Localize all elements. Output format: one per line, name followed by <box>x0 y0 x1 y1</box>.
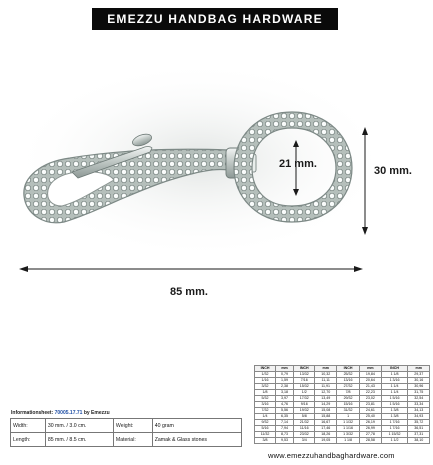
conversion-cell: 1/8 <box>255 390 276 396</box>
conversion-cell: 15,88 <box>315 414 336 420</box>
conversion-cell: 23/32 <box>294 432 315 438</box>
conversion-cell: 13/32 <box>294 372 315 378</box>
conversion-cell: 3/4 <box>294 438 315 444</box>
conversion-cell: 14,29 <box>315 402 336 408</box>
conversion-cell: 11/16 <box>294 426 315 432</box>
info-sheet-title <box>11 410 110 416</box>
conversion-cell: 5,56 <box>276 408 294 414</box>
conversion-cell: 1 15/32 <box>381 432 408 438</box>
conversion-header: mm <box>408 366 430 372</box>
conversion-cell: 4,76 <box>276 402 294 408</box>
conversion-cell: 22,23 <box>360 390 381 396</box>
spec-key: Length: <box>11 433 46 447</box>
spec-value: Zamak & Glass stones <box>152 433 241 447</box>
conversion-cell: 11/32 <box>255 432 276 438</box>
conversion-body <box>255 372 430 444</box>
conversion-cell: 23,02 <box>360 396 381 402</box>
conversion-cell: 1 3/8 <box>381 414 408 420</box>
conversion-cell: 7,94 <box>276 426 294 432</box>
conversion-cell: 33,34 <box>408 402 430 408</box>
conversion-cell: 1 3/8 <box>381 408 408 414</box>
conversion-cell: 18,26 <box>315 432 336 438</box>
height-label: 30 mm. <box>374 165 412 177</box>
conversion-cell: 27/32 <box>336 384 359 390</box>
conversion-cell: 11,11 <box>315 378 336 384</box>
conversion-cell: 13/16 <box>336 378 359 384</box>
conversion-cell: 1 1/16 <box>336 426 359 432</box>
conversion-cell: 36,51 <box>408 426 430 432</box>
conversion-cell: 7,14 <box>276 420 294 426</box>
conversion-cell: 1/2 <box>294 390 315 396</box>
conversion-cell: 17/32 <box>294 396 315 402</box>
conversion-cell: 21/32 <box>294 420 315 426</box>
conversion-cell: 19,05 <box>315 438 336 444</box>
conversion-cell: 1 7/16 <box>381 420 408 426</box>
conversion-cell: 1/32 <box>255 372 276 378</box>
conversion-cell: 23,81 <box>360 402 381 408</box>
conversion-header: mm <box>276 366 294 372</box>
spec-key: Material: <box>113 433 152 447</box>
conversion-header: mm <box>315 366 336 372</box>
conversion-cell: 26,99 <box>360 426 381 432</box>
conversion-cell: 9,53 <box>276 438 294 444</box>
brand-title: EMEZZU HANDBAG HARDWARE <box>107 12 323 26</box>
dimension-length <box>19 266 363 272</box>
conversion-cell: 28,58 <box>360 438 381 444</box>
conversion-cell: 34,13 <box>408 408 430 414</box>
conversion-cell: 0,79 <box>276 372 294 378</box>
conversion-cell: 3/32 <box>255 384 276 390</box>
conversion-cell: 21,43 <box>360 384 381 390</box>
website-url: www.emezzuhandbaghardware.com <box>268 451 395 460</box>
conversion-cell: 15,08 <box>315 408 336 414</box>
conversion-cell: 31,75 <box>408 390 430 396</box>
conversion-header: INCH <box>381 366 408 372</box>
conversion-cell: 3/16 <box>255 402 276 408</box>
conversion-cell: 3/8 <box>255 438 276 444</box>
conversion-cell: 32,54 <box>408 396 430 402</box>
conversion-cell: 16,67 <box>315 420 336 426</box>
spec-row <box>11 433 242 447</box>
conversion-cell: 27,78 <box>360 432 381 438</box>
conversion-cell: 7/32 <box>255 408 276 414</box>
conversion-cell: 3,18 <box>276 390 294 396</box>
conversion-header: mm <box>360 366 381 372</box>
conversion-cell: 24,61 <box>360 408 381 414</box>
conversion-cell: 1 5/16 <box>381 402 408 408</box>
conversion-cell: 11,91 <box>315 384 336 390</box>
conversion-cell: 31/32 <box>336 408 359 414</box>
conversion-cell: 9/16 <box>294 402 315 408</box>
conversion-cell: 1/16 <box>255 378 276 384</box>
conversion-cell: 17,46 <box>315 426 336 432</box>
conversion-cell: 1 7/16 <box>381 426 408 432</box>
conversion-cell: 20,64 <box>360 378 381 384</box>
conversion-row <box>255 438 430 444</box>
conversion-cell: 6,35 <box>276 414 294 420</box>
conversion-cell: 37,31 <box>408 432 430 438</box>
conversion-cell: 1 5/16 <box>381 396 408 402</box>
conversion-cell: 19,84 <box>360 372 381 378</box>
spec-key: Width: <box>11 419 46 433</box>
conversion-cell: 19/32 <box>294 408 315 414</box>
spec-row <box>11 419 242 433</box>
conversion-cell: 15/32 <box>294 384 315 390</box>
conversion-cell: 30,96 <box>408 384 430 390</box>
conversion-cell: 26,19 <box>360 420 381 426</box>
conversion-cell: 7/8 <box>336 390 359 396</box>
conversion-cell: 25,40 <box>360 414 381 420</box>
info-title-prefix: Informationsheet: <box>11 410 54 416</box>
info-brand-suffix: by Emezzu <box>83 410 110 416</box>
conversion-cell: 15/16 <box>336 402 359 408</box>
spec-value: 85 mm. / 8.5 cm. <box>45 433 113 447</box>
conversion-cell: 35,72 <box>408 420 430 426</box>
conversion-cell: 30,16 <box>408 378 430 384</box>
inner-height-label: 21 mm. <box>279 158 317 170</box>
conversion-cell: 1 1/4 <box>381 390 408 396</box>
conversion-cell: 1 1/4 <box>381 384 408 390</box>
conversion-cell: 5/32 <box>255 396 276 402</box>
conversion-cell: 1,59 <box>276 378 294 384</box>
conversion-header: INCH <box>255 366 276 372</box>
conversion-cell: 9/32 <box>255 420 276 426</box>
conversion-cell: 1/4 <box>255 414 276 420</box>
spec-value: 40 gram <box>152 419 241 433</box>
conversion-cell: 7/16 <box>294 378 315 384</box>
conversion-cell: 29/32 <box>336 396 359 402</box>
conversion-cell: 3,97 <box>276 396 294 402</box>
conversion-cell: 5/16 <box>255 426 276 432</box>
conversion-cell: 13,49 <box>315 396 336 402</box>
conversion-cell: 1 1/2 <box>381 438 408 444</box>
conversion-cell: 1 1/8 <box>336 438 359 444</box>
conversion-cell: 1 1/32 <box>336 420 359 426</box>
spec-table <box>10 418 242 447</box>
conversion-cell: 5/8 <box>294 414 315 420</box>
conversion-cell: 1 1/8 <box>381 372 408 378</box>
conversion-cell: 1 3/16 <box>381 378 408 384</box>
conversion-table <box>254 365 430 444</box>
conversion-header: INCH <box>294 366 315 372</box>
spec-value: 30 mm. / 3.0 cm. <box>45 419 113 433</box>
spec-key: Weight: <box>113 419 152 433</box>
conversion-cell: 25/32 <box>336 372 359 378</box>
conversion-cell: 12,70 <box>315 390 336 396</box>
conversion-cell: 1 <box>336 414 359 420</box>
length-label: 85 mm. <box>170 286 208 298</box>
conversion-cell: 10,32 <box>315 372 336 378</box>
conversion-cell: 34,93 <box>408 414 430 420</box>
reference-number: 70005.17.71 <box>54 410 83 416</box>
conversion-cell: 1 3/32 <box>336 432 359 438</box>
conversion-cell: 8,73 <box>276 432 294 438</box>
conversion-header: INCH <box>336 366 359 372</box>
conversion-cell: 29,37 <box>408 372 430 378</box>
conversion-cell: 38,10 <box>408 438 430 444</box>
conversion-cell: 2,38 <box>276 384 294 390</box>
